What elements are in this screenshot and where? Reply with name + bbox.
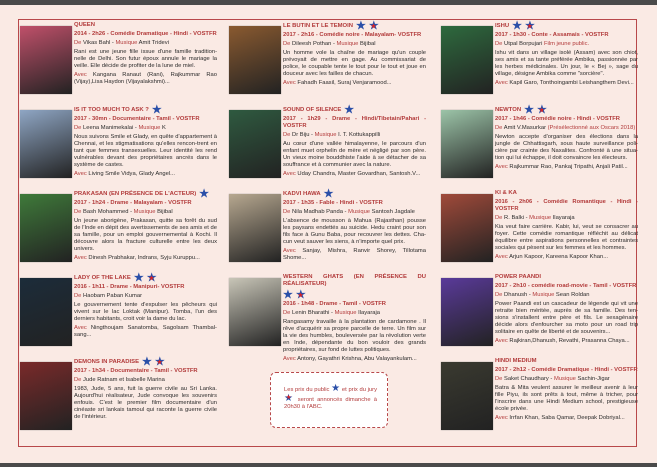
film-title-text: NEWTON bbox=[495, 106, 522, 113]
film-credits bbox=[495, 41, 638, 48]
film-title bbox=[74, 190, 217, 198]
jury-prize-star-icon: ★ ★ bbox=[369, 22, 379, 30]
cast-label: Avec bbox=[495, 415, 508, 421]
film-title-text: QUEEN bbox=[74, 22, 95, 28]
film-meta: 2016 - 2h06 - Comédie Romantique - Hindi - VOSTFR bbox=[495, 199, 638, 212]
public-prize-star-icon: ★ bbox=[344, 104, 355, 116]
film-text bbox=[495, 22, 638, 103]
film-meta: 2017 - 1h30 - Conte - Assamais - VOSTFR bbox=[495, 32, 609, 38]
film-entry bbox=[441, 274, 638, 355]
credit-part: Musique bbox=[553, 376, 578, 382]
film-meta: 2017 - 2h16 - Comédie noire - Malayalam- VOSTFR bbox=[283, 32, 422, 38]
film-synopsis: Rani est une jeune fille issue d'une famille tradition-nelle de Delhi. Son futur époux annule le mariage la veille. Elle décide de profiter de la lune de miel. bbox=[74, 49, 217, 69]
film-credits bbox=[283, 310, 426, 317]
jury-prize-star-icon: ★ ★ bbox=[537, 106, 547, 114]
credit-part: Musique bbox=[532, 292, 556, 298]
film-text bbox=[74, 22, 217, 103]
cast-names: Irrfan Khan, Saba Qamar, Deepak Dobriyal... bbox=[509, 415, 625, 421]
film-entry bbox=[441, 106, 638, 187]
credit-part: Musique bbox=[348, 209, 372, 215]
credit-part: (Présélectionné aux Oscars 2018) bbox=[547, 125, 636, 131]
cast-names: Dinesh Prabhakar, Indrans, Syju Kuruppu... bbox=[88, 255, 200, 261]
cast-label: Avec bbox=[74, 171, 87, 177]
film-synopsis: Rangasamy travaille à la plantation de cardamone . Il rêve d'acquérir sa propre parcelle de terre. Un film sur la vie des humbles, bouleversée par la révolution verte en Inde, dépendante du bon vouloir des grands propriétaires, sur fond de luttes politiques. bbox=[283, 319, 426, 353]
film-title bbox=[283, 274, 426, 299]
cast-label: Avec bbox=[495, 254, 508, 260]
film-text bbox=[495, 106, 638, 187]
credit-part: Santosh Jagdale bbox=[371, 209, 415, 215]
film-entry bbox=[20, 358, 217, 439]
film-text bbox=[74, 106, 217, 187]
credit-part: K bbox=[161, 125, 166, 131]
credit-part: R. Balki - bbox=[504, 215, 530, 221]
film-cast bbox=[283, 80, 426, 87]
credit-part: De bbox=[74, 125, 84, 131]
film-meta: 2017 - 2h10 - comédie road-movie - Tamil - VOSTFR bbox=[495, 283, 637, 289]
jury-prize-star-icon: ★ ★ bbox=[147, 274, 157, 282]
top-bar bbox=[0, 0, 657, 5]
film-text bbox=[495, 190, 638, 271]
cast-names: Rajkiran,Dhanush, Revathi, Prasanna Chaya... bbox=[509, 338, 630, 344]
cast-names: Sanjay, Mishra, Ranvir Shorey, Tillotama Shome... bbox=[283, 248, 426, 261]
credit-part: De bbox=[495, 125, 504, 131]
credit-part: De bbox=[283, 132, 293, 138]
film-credits bbox=[283, 41, 426, 48]
credit-part: Utpal Borpujari bbox=[504, 41, 544, 47]
film-meta: 2017 - 2h12 - Comédie Dramatique - Hindi - VOSTFR bbox=[495, 367, 638, 373]
film-title-text: WESTERN GHATS (EN PRÉSENCE DU RÉALISATEUR) bbox=[283, 274, 426, 287]
credit-part: De bbox=[283, 41, 293, 47]
public-prize-star-icon: ★ bbox=[142, 356, 152, 368]
credit-part: De bbox=[495, 41, 505, 47]
cast-names: Antony, Gayathri Krishna, Abu Valayankulam... bbox=[297, 356, 417, 362]
film-synopsis: Ishu vit dans un village isolé (Assam) avec son chiot, ses amis et sa tante préférée Ambika, passionnée par les herbes médicinales. Un jour, le « Bej », sage du village, désigne Ambika comme "sorcière". bbox=[495, 50, 638, 77]
film-title bbox=[283, 106, 426, 114]
jury-prize-star-icon: ★ ★ bbox=[296, 291, 306, 299]
cast-label: Avec bbox=[283, 80, 296, 86]
credit-part: Bash Mohammed - bbox=[83, 209, 134, 215]
film-title bbox=[495, 358, 638, 365]
film-synopsis: Un homme vole la chaîne de mariage qu'un couple prévoyait de mettre en gage. Au commissariat de police, le coupable tente le tout pour le tout et joue en douceur avec les failles de chacun. bbox=[283, 50, 426, 77]
film-entry bbox=[20, 190, 217, 271]
film-poster bbox=[20, 194, 72, 262]
film-column-middle bbox=[229, 22, 426, 428]
film-synopsis: Un jeune aborigène, Prakasan, quitte sa forêt du sud de l'Inde en dépit des avertissements de ses amis et de sa famille, pour un emploi gouvernemental à Kochi. Il découvre alors la fracture culturelle entre les deux univers. bbox=[74, 218, 217, 252]
film-title-text: LADY OF THE LAKE bbox=[74, 274, 131, 281]
film-poster bbox=[20, 110, 72, 178]
film-text bbox=[495, 274, 638, 355]
public-prize-star-icon: ★ bbox=[512, 20, 522, 32]
credit-part: Musique bbox=[334, 310, 359, 316]
film-poster bbox=[229, 110, 281, 178]
film-entry bbox=[441, 22, 638, 103]
film-title-text: IS IT TOO MUCH TO ASK ? bbox=[74, 106, 149, 113]
film-poster bbox=[229, 194, 281, 262]
credit-part: De bbox=[74, 377, 84, 383]
cast-names: Fahadh Faasil, Suraj Venjaramood... bbox=[297, 80, 392, 86]
film-text bbox=[495, 358, 638, 439]
film-title bbox=[283, 190, 426, 198]
film-entry bbox=[20, 274, 217, 355]
prize-text-1: Les prix du public bbox=[284, 387, 330, 393]
film-text bbox=[283, 274, 426, 363]
credit-part: Dr Biju - bbox=[292, 132, 315, 138]
credit-part: Saket Chaudhary - bbox=[504, 376, 554, 382]
film-title-text: LE BUTIN ET LE TEMOIN bbox=[283, 22, 354, 29]
film-meta: 2017 - 30mn - Documentaire - Tamil - VOSTFR bbox=[74, 116, 200, 122]
film-title bbox=[495, 106, 638, 114]
public-prize-star-icon: ★ bbox=[331, 383, 341, 394]
film-poster bbox=[20, 278, 72, 346]
prize-text-3: seront annoncés dimanche à 20h30 à l'ABC. bbox=[284, 396, 377, 411]
public-prize-star-icon: ★ bbox=[356, 20, 366, 32]
cast-label: Avec bbox=[74, 255, 87, 261]
cast-label: Avec bbox=[74, 325, 87, 331]
credit-part: Haobam Paban Kumar bbox=[83, 293, 142, 299]
credit-part: Bijibal bbox=[360, 41, 376, 47]
bottom-bar bbox=[0, 463, 657, 467]
film-title bbox=[495, 22, 638, 30]
film-synopsis: Kia veut faire carrière. Kabir, lui, veut se consacrer au foyer. Cette comédie romantique réfléchit au délicat équilibre entre aspirations personnelles et contraintes sociales qui pèsent sur les femmes et les hommes. bbox=[495, 224, 638, 251]
film-poster bbox=[441, 278, 493, 346]
public-prize-star-icon: ★ bbox=[283, 289, 293, 301]
prize-notice bbox=[270, 372, 388, 428]
film-credits bbox=[495, 125, 638, 132]
credit-part: Ilayaraja bbox=[552, 215, 575, 221]
credit-part: Sachin-Jigar bbox=[577, 376, 610, 382]
jury-prize-star-icon: ★ ★ bbox=[284, 393, 295, 404]
credit-part: Film jeune public. bbox=[543, 41, 590, 47]
credit-part: Musique bbox=[133, 209, 158, 215]
film-entry bbox=[20, 22, 217, 103]
film-text bbox=[283, 190, 426, 271]
credit-part: Ilayaraja bbox=[358, 310, 381, 316]
cast-names: Arjun Kapoor, Kareena Kapoor Khan... bbox=[509, 254, 609, 260]
film-meta: 2016 - 1h11 - Drame - Manipuri- VOSTFR bbox=[74, 284, 185, 290]
credit-part: Musique bbox=[529, 215, 553, 221]
film-synopsis: Power Paandi est un cascadeur de légende qui vit une retraite bien méritée, auprès de sa famille. Des ten-sions s'installent entre père et fils. Le sexagénaire décide alors d'enfourcher sa moto pour un road trip solitaire en quête de liberté et de souvenirs... bbox=[495, 301, 638, 335]
film-cast bbox=[495, 254, 638, 261]
film-cast bbox=[283, 356, 426, 363]
film-synopsis: Le gouvernement tente d'expulser les pêcheurs qui vivent sur le lac Loktak (Manipur). Tomba, l'un des derniers habitants, croit voir la dame du lac. bbox=[74, 302, 217, 322]
film-poster bbox=[441, 194, 493, 262]
credit-part: Leena Manimekalai - bbox=[83, 125, 139, 131]
film-credits bbox=[74, 125, 217, 132]
film-entry bbox=[20, 106, 217, 187]
film-synopsis: Newton accepte d'organiser des élections dans la jungle de Chhattisgarh, sous haute surveillance poli-cière par crainte des Naxalites. Confronté à une situa-tion qui lui échappe, il doit convaincre les électeurs. bbox=[495, 134, 638, 161]
film-column-left bbox=[20, 22, 217, 442]
credit-part: Sean Roldan bbox=[555, 292, 590, 298]
credit-part: De bbox=[74, 293, 84, 299]
film-poster bbox=[441, 110, 493, 178]
film-cast bbox=[74, 255, 217, 262]
film-meta: 2017 - 1h34 - Documentaire - Tamil - VOSTFR bbox=[74, 368, 198, 374]
public-prize-star-icon: ★ bbox=[524, 104, 534, 116]
film-cast bbox=[495, 164, 638, 171]
film-title bbox=[283, 22, 426, 30]
cast-names: Kapil Garo, Tonthoingambi Leishangthem Devi... bbox=[509, 80, 634, 86]
film-synopsis: L'absence de mousson à Mahua (Rajasthan) pousse les paysans endettés au suicide. Hedu craint pour son fils face à Gunu Baba, pour recouvrer les dettes. Cha-cun veut sauver les siens, à n'importe quel prix. bbox=[283, 218, 426, 245]
film-column-right bbox=[441, 22, 638, 442]
film-title-text: SOUND OF SILENCE bbox=[283, 106, 342, 113]
film-credits bbox=[283, 209, 426, 216]
film-entry bbox=[441, 358, 638, 439]
film-credits bbox=[74, 377, 217, 384]
credit-part: De bbox=[283, 310, 293, 316]
credit-part: De bbox=[495, 215, 505, 221]
credit-part: De bbox=[74, 209, 84, 215]
film-poster bbox=[229, 26, 281, 94]
credit-part: Bijibal bbox=[157, 209, 173, 215]
credit-part: Vikas Bahl - bbox=[83, 40, 116, 46]
film-meta: 2014 - 2h26 - Comédie Dramatique - Hindi - VOSTFR bbox=[74, 31, 217, 37]
cast-names: Rajkummar Rao, Pankaj Tripathi, Anjali Patil... bbox=[509, 164, 628, 170]
film-title bbox=[74, 274, 217, 282]
credit-part: Musique bbox=[115, 40, 139, 46]
public-prize-star-icon: ★ bbox=[323, 188, 334, 200]
film-poster bbox=[20, 362, 72, 430]
credit-part: Dileesh Pothan - bbox=[292, 41, 337, 47]
cast-names: Uday Chandra, Master Govardhan, Santosh.V... bbox=[297, 171, 421, 177]
film-text bbox=[283, 22, 426, 103]
credit-part: De bbox=[495, 376, 505, 382]
film-title-text: POWER PAANDI bbox=[495, 274, 542, 280]
credit-part: Amit V.Masurkar bbox=[503, 125, 548, 131]
film-credits bbox=[74, 209, 217, 216]
film-synopsis: Batra & Mita veulent assurer le meilleur avenir à leur fille Piyu, ils sont prêts à tout, même à tricher, pour l'inscrire dans une Hindi Medium school, prestigieuse école privée. bbox=[495, 385, 638, 412]
film-credits bbox=[283, 132, 426, 139]
film-title bbox=[74, 358, 217, 366]
public-prize-star-icon: ★ bbox=[199, 188, 210, 200]
credit-part: De bbox=[74, 40, 84, 46]
credit-part: Amit Tridevi bbox=[138, 40, 169, 46]
film-title bbox=[74, 106, 217, 114]
jury-prize-star-icon: ★ ★ bbox=[525, 22, 535, 30]
credit-part: Jude Ratnam et Isabelle Marina bbox=[83, 377, 165, 383]
cast-label: Avec bbox=[495, 80, 508, 86]
film-credits bbox=[74, 40, 217, 47]
film-cast bbox=[495, 415, 638, 422]
film-poster bbox=[441, 26, 493, 94]
film-poster bbox=[20, 26, 72, 94]
film-title-text: DEMONS IN PARADISE bbox=[74, 358, 140, 365]
film-cast bbox=[495, 80, 638, 87]
film-title bbox=[495, 274, 638, 281]
film-poster bbox=[441, 362, 493, 430]
credit-part: Musique bbox=[314, 132, 339, 138]
film-entry bbox=[229, 22, 426, 103]
film-synopsis: Au cœur d'une vallée himalayenne, le parcours d'un enfant muet orphelin de mère et négligé par son père. Un vieux moine bouddhiste l'aide à se détacher de sa souffrance et à communier avec la nature. bbox=[283, 141, 426, 168]
film-credits bbox=[495, 215, 638, 222]
film-credits bbox=[74, 293, 217, 300]
public-prize-star-icon: ★ bbox=[133, 272, 144, 284]
film-credits bbox=[495, 292, 638, 299]
jury-prize-star-icon: ★ ★ bbox=[155, 358, 165, 366]
film-title-text: PRAKASAN (EN PRÉSENCE DE L'ACTEUR) bbox=[74, 190, 197, 197]
cast-label: Avec bbox=[283, 248, 296, 254]
film-meta: 2017 - 1h29 - Drame - Hindi/Tibetain/Pahari - VOSTFR bbox=[283, 116, 426, 129]
cast-label: Avec bbox=[495, 338, 508, 344]
cast-label: Avec bbox=[74, 72, 87, 78]
film-title bbox=[74, 22, 217, 29]
film-entry bbox=[229, 274, 426, 363]
credit-part: Lenin Bharathi - bbox=[292, 310, 335, 316]
film-cast bbox=[74, 325, 217, 339]
film-cast bbox=[283, 248, 426, 262]
cast-names: Living Smile Vidya, Glady Angel... bbox=[88, 171, 175, 177]
film-cast bbox=[74, 171, 217, 178]
cast-label: Avec bbox=[495, 164, 508, 170]
prize-text-2: et prix du jury bbox=[341, 387, 377, 393]
film-poster bbox=[229, 278, 281, 346]
film-text bbox=[74, 274, 217, 355]
film-text bbox=[283, 106, 426, 187]
cast-label: Avec bbox=[283, 171, 296, 177]
film-entry bbox=[441, 190, 638, 271]
film-title-text: HINDI MEDIUM bbox=[495, 358, 537, 364]
film-cast bbox=[283, 171, 426, 178]
film-entry bbox=[229, 190, 426, 271]
film-meta: 2017 - 1h35 - Fable - Hindi - VOSTFR bbox=[283, 200, 383, 206]
film-text bbox=[74, 358, 217, 439]
film-cast bbox=[74, 72, 217, 86]
film-credits bbox=[495, 376, 638, 383]
credit-part: Musique bbox=[138, 125, 162, 131]
cast-label: Avec bbox=[283, 356, 296, 362]
credit-part: De bbox=[495, 292, 505, 298]
cast-names: Kangana Ranaut (Rani), Rajkummar Rao (Vijay),Lisa Haydon (Vijayalakshmi)... bbox=[74, 72, 217, 85]
film-cast bbox=[495, 338, 638, 345]
film-title bbox=[495, 190, 638, 197]
film-entry bbox=[229, 106, 426, 187]
film-meta: 2017 - 1h24 - Drame - Malayalam - VOSTFR bbox=[74, 200, 192, 206]
film-title-text: ISHU bbox=[495, 22, 510, 29]
film-synopsis: 1983, Jude, 5 ans, fuit la guerre civile au Sri Lanka. Aujourd'hui réalisateur, Jude convoque les souvenirs enfouis. C'est le premier film documentaire d'un cinéaste sri lankais tamoul qui raconte la guerre civile de l'intérieur. bbox=[74, 386, 217, 420]
credit-part: Musique bbox=[336, 41, 361, 47]
film-title-text: KI & KA bbox=[495, 190, 517, 196]
film-meta: 2017 - 1h46 - Comédie noire - Hindi - VOSTFR bbox=[495, 116, 620, 122]
credit-part: I. T. Kottukappilli bbox=[338, 132, 381, 138]
public-prize-star-icon: ★ bbox=[151, 104, 162, 116]
credit-part: Nila Madhab Panda - bbox=[292, 209, 349, 215]
film-meta: 2016 - 1h48 - Drame - Tamil - VOSTFR bbox=[283, 301, 386, 307]
cast-names: Ningthoujam Sanatomba, Sagolsam Thambal-sang... bbox=[74, 325, 217, 338]
credit-part: Dhanush - bbox=[504, 292, 533, 298]
film-text bbox=[74, 190, 217, 271]
credit-part: De bbox=[283, 209, 293, 215]
film-title-text: KADVI HAWA bbox=[283, 190, 321, 197]
film-synopsis: Nous suivons Smile et Glady, en quête d'appartement à Chennai, et les stigmatisations qu'elles rencon-trent en tant que femmes transexuelles. Leur identité les rend vulnérables devant des propriétaires ancrés dans le système de castes. bbox=[74, 134, 217, 168]
